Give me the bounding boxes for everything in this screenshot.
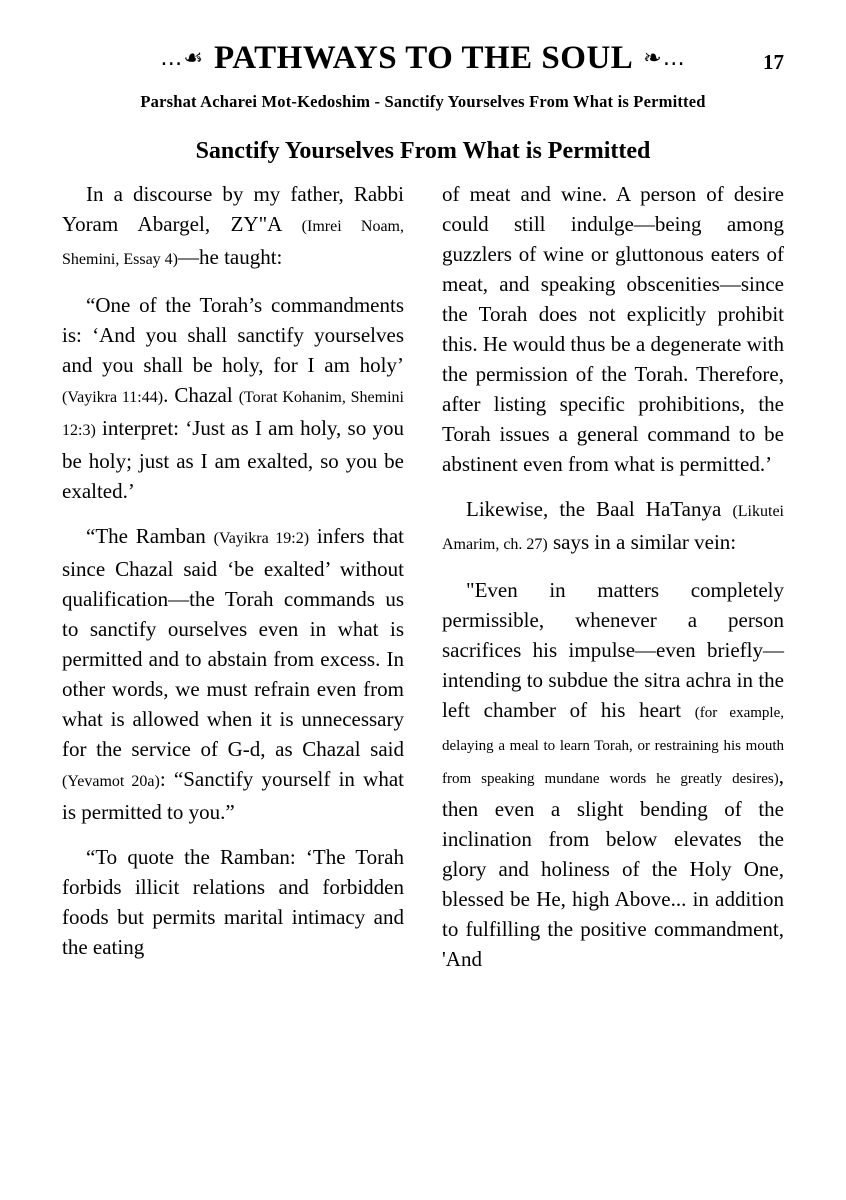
running-head: Parshat Acharei Mot-Kedoshim - Sanctify Yourselves From What is Permitted (140, 92, 706, 111)
text-run: : “Sanctify yourself in what is permitted to you.” (62, 767, 404, 824)
flourish-right-icon: ❧… (643, 46, 686, 71)
paragraph (62, 290, 404, 506)
right-column (442, 179, 784, 974)
citation: (Vayikra 11:44) (62, 389, 164, 406)
paragraph (62, 179, 404, 275)
text-run: infers that since Chazal said ‘be exalted’ without qualification—the Torah commands us to sanctify ourselves even in what is permitted and to abstain from excess. In other words, we must refrain even from what is allowed when it is unnecessary for the service of G-d, as Chazal said (62, 524, 405, 761)
page-number: 17 (763, 50, 784, 74)
text-run: —he taught: (178, 245, 283, 269)
citation: (Torat Kohanim, Shemini 12:3) (62, 389, 404, 439)
left-column (62, 179, 404, 974)
text-run: Likewise, the Baal HaTanya (466, 497, 733, 521)
citation: (for example, delaying a meal to learn Torah, or restraining his mouth from speaking mundane words he greatly desires) (442, 705, 784, 787)
text-run: , then even a slight bending of the inclination from below elevates the glory and holiness of the Holy One, blessed be He, high Above... in addition to fulfilling the positive commandment, 'And (442, 764, 784, 971)
body-columns (62, 179, 784, 974)
citation: (Likutei Amarim, ch. 27) (442, 503, 784, 553)
masthead-inner (160, 40, 685, 77)
paragraph (442, 494, 784, 560)
book-title: PATHWAYS TO THE SOUL (214, 40, 634, 76)
flourish-left-icon: …☙ (160, 46, 204, 71)
paragraph (62, 521, 404, 827)
text-run: In a discourse by my father, Rabbi Yoram Abargel, ZY"A (62, 182, 404, 236)
paragraph: of meat and wine. A person of desire could still indulge—being among guzzlers of wine or gluttonous eaters of meat, and speaking obscenities—since the Torah does not explicitly prohibit this. He would thus be a degenerate with the permission of the Torah. Therefore, after listing specific prohibitions, the Torah issues a general command to be abstinent even from what is permitted.’ (442, 182, 784, 476)
citation: (Imrei Noam, Shemini, Essay 4) (62, 218, 404, 268)
text-run: . Chazal (163, 383, 239, 407)
text-run: interpret: ‘Just as I am holy, so you be holy; just as I am exalted, so you be exalted.’ (62, 416, 404, 503)
text-run: says in a similar vein: (547, 530, 737, 554)
citation: (Yevamot 20a) (62, 773, 160, 790)
text-run: “The Ramban (86, 524, 214, 548)
paragraph (442, 575, 784, 974)
text-run: "Even in matters completely permissible, whenever a person sacrifices his impulse—even briefly—intending to subdue the sitra achra in the left chamber of his heart (442, 578, 784, 722)
masthead (62, 40, 784, 88)
text-run: “One of the Torah’s commandments is: ‘And you shall sanctify yourselves and you shall be holy, for I am holy’ (62, 293, 404, 377)
paragraph: “To quote the Ramban: ‘The Torah forbids illicit relations and forbidden foods but permits marital intimacy and the eating (62, 845, 404, 959)
citation: (Vayikra 19:2) (213, 530, 310, 547)
page-title: Sanctify Yourselves From What is Permitted (195, 138, 651, 164)
